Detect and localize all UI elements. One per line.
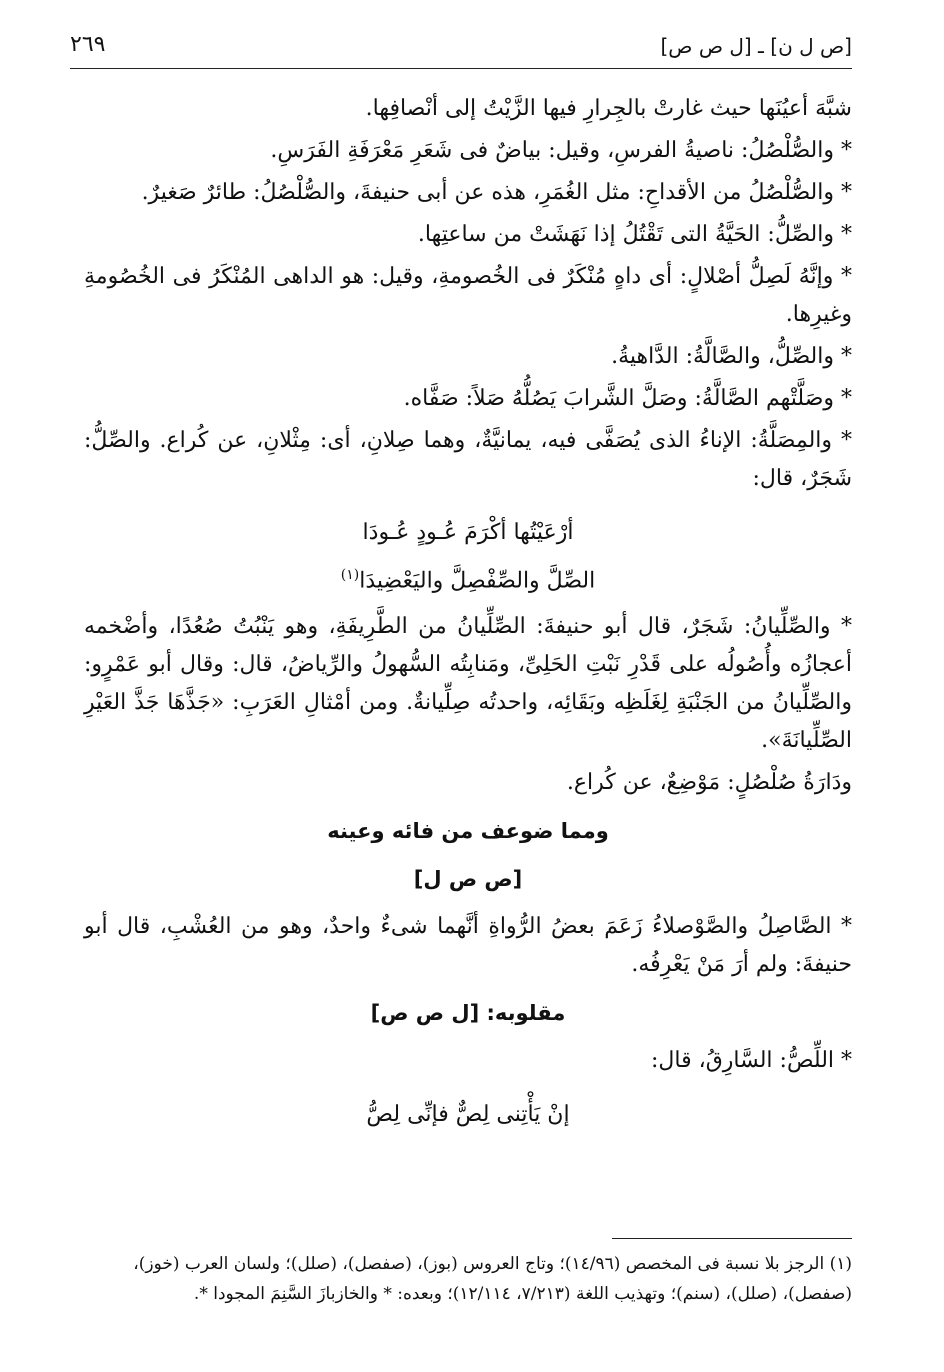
paragraph: * والصِّلِّيانُ: شَجَرٌ، قال أبو حنيفةَ: الصِّلِّيانُ من الطَّرِيفَةِ، وهو يَنْبُتُ صُعُدًا، وأضْخمه أعجازُه وأُصُولُه على قَدْرِ نَبْتِ الحَلِىِّ، ومَنابِتُه السُّهولُ والرِّياضُ، قال: وقال أبو عَمْرٍو: والصِّلِّيانُ من الجَنْبَةِ لِغَلَظِه وبَقَائِه، واحدتُه صِلِّيانةٌ. ومن أمْثالِ العَرَبِ: «جَذَّهَا جَذَّ العَيْرِ الصِّلِّيانَةَ». — [84, 614, 852, 754]
footnote: (١) الرجز بلا نسبة فى المخصص (١٤/٩٦)؛ وتاج العروس (بوز)، (صفصل)، (صلل)؛ ولسان العرب (خوز)، (صفصل)، (صلل)، (سنم)؛ وتهذيب اللغة (٧/٢١٣، ١٢/١١٤)؛ وبعده: * والخازبازَ السَّنِمَ المجودا *. — [133, 1254, 852, 1304]
verse-line — [84, 554, 852, 602]
verse-line: إنْ يَأْتِنى لِصٌّ فإنِّى لِصُّ — [366, 1102, 570, 1128]
verse-line: أرْعَيْتُها أكْرَمَ عُـودٍ عُـودَا — [362, 520, 574, 545]
paragraph: * والصُّلْصُلُ من الأقداحِ: مثل الغُمَرِ، هذه عن أبى حنيفةَ، والصُّلْصُلُ: طائرٌ صَغيرٌ. — [141, 180, 852, 205]
paragraph: * والمِصَلَّةُ: الإناءُ الذى يُصَفَّى فيه، يمانيَّةٌ، وهما صِلانِ، أى: مِثْلانِ، عن كُراع. والصِّلُّ: شَجَرٌ، قال: — [84, 428, 852, 491]
page-header — [70, 28, 852, 69]
footnote-marker: (١) — [340, 567, 360, 583]
paragraph: * الصَّاصِلُ والصَّوْصلاءُ زَعَمَ بعضُ الرُّواةِ أنَّهما شىءٌ واحدٌ، وهو من العُشْبِ، قال أبو حنيفةَ: ولم أرَ مَنْ يَعْرِفُه. — [84, 914, 852, 978]
section-heading: ومما ضوعف من فائه وعينه — [327, 819, 609, 844]
paragraph: ودَارَةُ صُلْصُلٍ: مَوْضِعٌ، عن كُراع. — [566, 770, 852, 796]
running-head: [ص ل ن] ـ [ل ص ص] — [660, 34, 852, 58]
verse-block — [84, 512, 852, 602]
paragraph: * اللِّصُّ: السَّارِقُ، قال: — [651, 1048, 852, 1074]
verse-block — [84, 1094, 852, 1136]
page-number: ٢٦٩ — [70, 32, 106, 57]
paragraph: شبَّهَ أعيُنَها حيث غارتْ بالجِرارِ فيها الزَّيْتُ إلى أنْصافِها. — [365, 96, 852, 121]
section-heading: مقلوبه: [ل ص ص] — [370, 1001, 566, 1026]
root-heading: [ص ص ل] — [413, 867, 523, 892]
main-text — [84, 90, 852, 1142]
paragraph: * وإنَّهُ لَصِلُّ أصْلالٍ: أى داهٍ مُنْكَرٌ فى الخُصومةِ، وقيل: هو الداهى المُنْكَرُ فى الخُصُومةِ وغيرِها. — [84, 264, 852, 327]
paragraph: * والصُّلْصُلُ: ناصيةُ الفرسِ، وقيل: بياضٌ فى شَعَرِ مَعْرَفَةِ الفَرَسِ. — [270, 138, 852, 163]
paragraph: * والصِّلُّ، والصَّالَّةُ: الدَّاهيةُ. — [611, 344, 852, 369]
verse-line-text: الصِّلَّ والصِّفْصِلَّ واليَعْضِيدَا — [359, 568, 596, 594]
paragraph: * والصِّلُّ: الحَيَّةُ التى تَقْتُلُ إذا نَهَشَتْ من ساعتِها. — [417, 222, 852, 247]
footnotes — [84, 1238, 852, 1313]
paragraph: * وصَلَّتْهم الصَّالَّةُ: وصَلَّ الشَّرابَ يَصُلُّهُ صَلاً: صَفَّاه. — [403, 386, 852, 411]
footnote-rule — [612, 1238, 852, 1239]
